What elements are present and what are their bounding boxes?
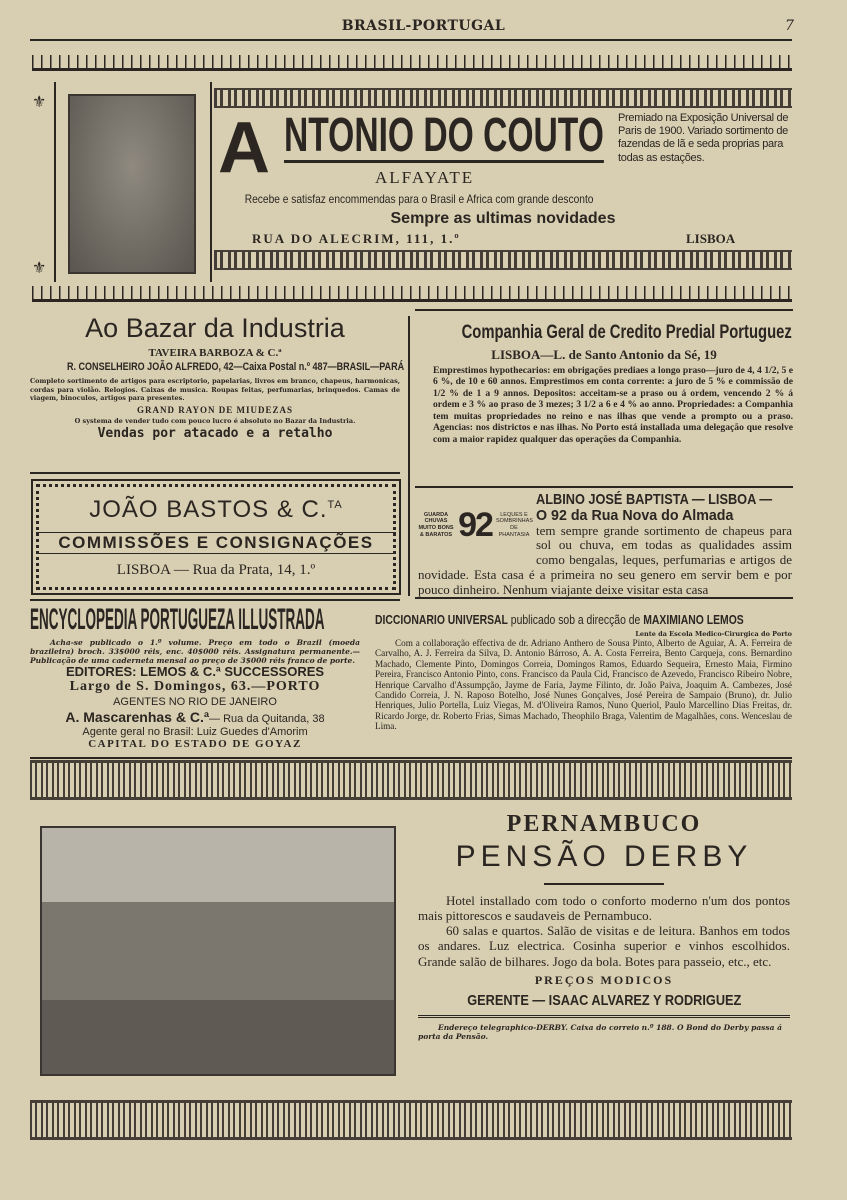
divider — [30, 599, 400, 601]
award-text: Premiado na Exposição Universal de Paris de 1900. Variado sortimento de fazendas de lã e seda proprias para todas as estações. — [618, 112, 789, 164]
flourish — [544, 883, 664, 885]
ad-encyclopedia — [30, 603, 360, 751]
divider — [415, 597, 793, 599]
ad-albino-jose-baptista — [418, 492, 792, 598]
ad-body: tem sempre grande sortimento de chapeus para sol ou chuva, em todas as qualidades assim como bengalas, leques, perfumarias e artigos de novidade. Esta casa é a primeira no seu genero em servir bem e por pouco dinheiro. Nenhum viajante deixe visitar esta casa — [418, 522, 792, 598]
title-rest: publicado sob a direcção de — [510, 612, 641, 627]
firm-name-text: JOÃO BASTOS & C. — [89, 496, 328, 523]
firm-suffix: TA — [327, 499, 343, 511]
general-agent: Agente geral no Brasil: Luiz Guedes d'Amorim — [82, 725, 308, 738]
footer: Vendas por atacado e a retalho — [97, 425, 333, 441]
ad-body: Completo sortimento de artigos para escriptorio, papelarias, livros em branco, chapeus, harmonicas, cordas para violão. Relogios. Caixas de musica. Roupas feitas, perfumarias, brinquedos. Camas de viagem, binoculos, artigos para presentes. — [30, 377, 400, 402]
agent-address: — Rua da Quitanda, 38 — [209, 713, 325, 726]
ad-title — [375, 612, 792, 627]
manager-line-text: GERENTE — ISAAC ALVAREZ Y RODRIGUEZ — [466, 991, 742, 1009]
fleuron-icon: ⚜ — [32, 92, 47, 111]
region-heading: PERNAMBUCO — [506, 811, 702, 837]
ad-body: Acha-se publicado o 1.º volume. Preço em todo o Brazil (moeda brazileira) broch. 33$000 réis, enc. 40$000 réis. Assignatura permanente.—Publicação de uma caderneta mensal ao preço de 3$000 réis franco de porte. — [30, 637, 360, 665]
running-head: BRASIL-PORTUGAL — [341, 18, 506, 34]
ad-body: Emprestimos hypothecarios: em obrigações prediaes a longo praso—juro de 4, 4 1/2, 5 e 6 %, de 10 e 60 annos. Emprestimos em conta corrente: a juro de 5 % e commissão de 1/2 % de 1 a 9 annos. Depositos: acceitam-se a praso ou á ordem, vencendo 2 % á ordem e 3 % ao praso de 3 mezes; 3 1/2 a 6 e 4 % ao anno. Propriedades: a Companhia tem muitas propriedades no reino e nas ilhas que vende a prompto ou a praso. Agencias: nos districtos e nas ilhas. No Porto está installada uma delegação que resolve com a maior rapidez qualquer das operações da Companhia. — [433, 364, 793, 445]
divider — [418, 1015, 790, 1018]
divider — [30, 39, 792, 41]
address: LISBOA — Rua da Prata, 14, 1.º — [116, 562, 316, 578]
business-name: NTONIO DO COUTO — [284, 109, 604, 162]
description-2: 60 salas e quartos. Salão de visitas e de leitura. Banhos em todos os andares. Luz electrica. Cosinha superior e vinhos escolhidos. Grande salão de bilhares. Jogo da bola. Botes para passeio, etc., etc. — [418, 923, 790, 969]
divider — [415, 486, 793, 488]
address: LISBOA—L. de Santo Antonio da Sé, 19 — [491, 346, 717, 362]
ornamental-border — [32, 55, 792, 71]
capital-line: CAPITAL DO ESTADO DE GOYAZ — [88, 738, 302, 751]
divider — [210, 82, 212, 282]
ad-companhia-credito-predial — [415, 322, 793, 445]
prices-line: PREÇOS MODICOS — [534, 972, 674, 987]
subtitle: GRAND RAYON DE MIUDEZAS — [137, 404, 293, 415]
ornamental-band — [214, 250, 792, 270]
description-1: Hotel installado com todo o conforto moderno n'um dos pontos mais pittorescos e saudaveis de Pernambuco. — [418, 892, 790, 923]
note: O systema de vender tudo com pouco lucro é absoluto no Bazar da Industria. — [74, 416, 356, 425]
initial-letter: A — [218, 108, 270, 188]
portrait-photo — [68, 94, 196, 274]
ad-title-text: ENCYCLOPEDIA PORTUGUEZA ILLUSTRADA — [30, 603, 325, 636]
divider — [54, 82, 56, 282]
address-text: R. CONSELHEIRO JOÃO ALFREDO, 42—Caixa Postal n.º 487—BRASIL—PARÁ — [66, 361, 405, 374]
address-headline-text: O 92 da Rua Nova do Almada — [536, 506, 734, 524]
page-number: 7 — [785, 18, 794, 34]
ad-bazar-da-industria — [30, 312, 405, 441]
ad-body: Com a collaboração effectiva de dr. Adriano Anthero de Sousa Pinto, Alberto de Aguiar, A. A. Ferreira de Carvalho, A. J. Ferreira da Silva, D. Antonio Bárroso, A. A. Costa Ferreira, Bento Carqueja, cons. Bernardino Machado, Clemente Pinto, Domingos Correia, Domingos Ramos, Eduardo Sequeira, Ernesto Maia, Firmino Pereira, Francisco Antonio Pinto, cons. Francisco da Paula Cid, Francisco de Azevedo, Francisco Ribeiro Nobre, Henrique Carvalho d'Assumpção, Jayme de Faria, Jayme Filinto, dr. João Paiva, Joaquim A. Cambezes, José Candido Correia, J. N. Raposo Botelho, José Nunes Gonçalves, José Pereira de Sampaio (Bruno), dr. Julio Henriques, Julio Portella, Luiz Viegas, M. d'Oliveira Ramos, Nuno Queriol, Paulo Marcellino Dias Freitas, dr. Ricardo Jorge, dr. Roberto Frias, Simas Machado, Theophilo Braga, Valentim de Magalhães, cons. Wenceslau de Lima. — [375, 638, 792, 732]
orders-line-text: Recebe e satisfaz encommendas para o Brasil e Africa com grande desconto — [244, 192, 594, 206]
ad-title — [30, 603, 360, 638]
trade-label: ALFAYATE — [375, 168, 475, 187]
ornamental-band — [30, 1100, 792, 1140]
logo-number: 92 — [458, 506, 492, 544]
divider — [30, 472, 400, 474]
orders-line — [214, 192, 614, 206]
logo-right-text: LEQUES E SOMBRINHAS DE PHANTASIA — [496, 511, 533, 538]
ad-diccionario-universal — [375, 612, 792, 732]
address: Largo de S. Domingos, 63.—PORTO — [69, 679, 321, 695]
hotel-photo — [40, 826, 396, 1076]
agent-name: A. Mascarenhas & C.ª — [65, 709, 210, 726]
title-main: DICCIONARIO UNIVERSAL — [375, 612, 508, 627]
umbrella-logo — [418, 492, 532, 558]
editor-name: MAXIMIANO LEMOS — [643, 612, 744, 627]
divider — [30, 757, 792, 759]
ad-title — [415, 322, 793, 345]
ornamental-band — [214, 88, 792, 108]
firm-name: TAVEIRA BARBOZA & C.ª — [148, 347, 282, 360]
fleuron-icon: ⚜ — [32, 258, 47, 277]
ad-title-text: Companhia Geral de Credito Predial Portuguez — [461, 322, 792, 343]
divider — [415, 309, 793, 311]
address: RUA DO ALECRIM, 111, 1.º — [252, 231, 461, 246]
manager-line — [418, 992, 790, 1009]
novelties-line: Sempre as ultimas novidades — [390, 210, 616, 227]
editors: EDITORES: LEMOS & C.ª SUCCESSORES — [65, 663, 325, 679]
editor-role: Lente da Escola Medico-Cirurgica do Porto — [635, 630, 792, 638]
column-divider — [408, 316, 410, 596]
hotel-name: PENSÃO DERBY — [455, 839, 753, 873]
headline-text: ALBINO JOSÉ BAPTISTA — LISBOA — — [536, 491, 773, 508]
business-line: COMMISSÕES E CONSIGNAÇÕES — [36, 532, 396, 554]
ornamental-border — [32, 286, 792, 302]
agent-line — [30, 708, 360, 726]
address — [30, 361, 405, 374]
logo-left-text: GUARDA CHUVAS MUITO BONS & BARATOS — [418, 511, 454, 538]
ad-pensao-derby — [418, 810, 790, 1042]
telegraph-footer: Endereço telegraphico-DERBY. Caixa do correio n.º 188. O Bond do Derby passa á porta da Pensão. — [418, 1022, 782, 1042]
ornamental-band — [30, 760, 792, 800]
agents-heading: AGENTES NO RIO DE JANEIRO — [113, 695, 277, 708]
city: LISBOA — [686, 231, 736, 246]
firm-name — [36, 496, 396, 524]
ad-title: Ao Bazar da Industria — [85, 313, 345, 343]
